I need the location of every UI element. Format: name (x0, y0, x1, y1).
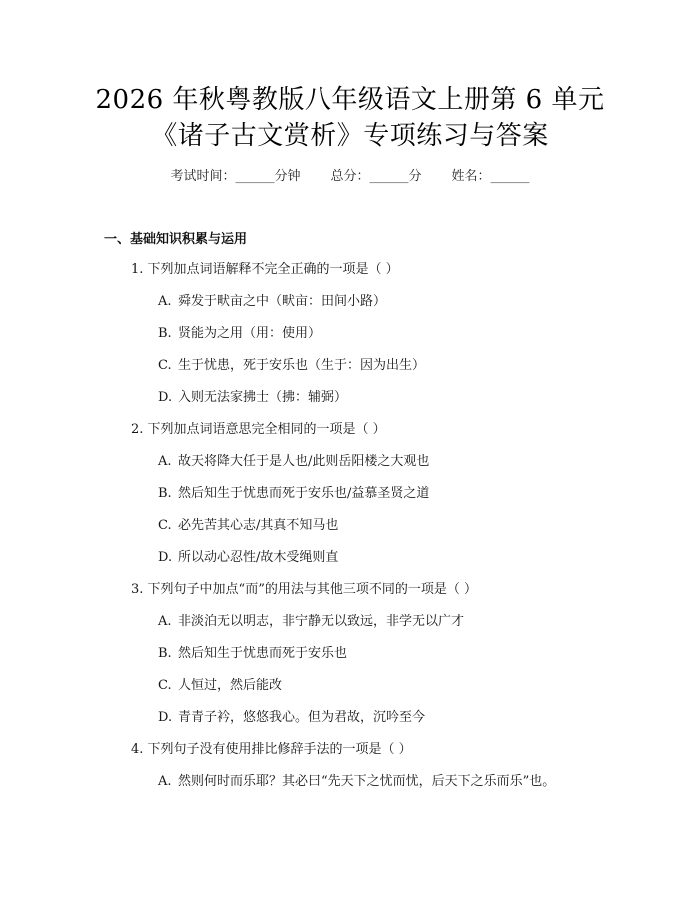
option-label: B. (158, 326, 172, 341)
option-text: 青青子衿，悠悠我心。但为君故，沉吟至今 (178, 710, 426, 725)
option-label: B. (158, 646, 172, 661)
question-1 (131, 261, 399, 279)
question-text: 下列加点词语解释不完全正确的一项是（ ） (147, 262, 399, 277)
exam-info-row (0, 168, 700, 186)
option-text: 必先苦其心志/其真不知马也 (178, 518, 339, 533)
option-text: 入则无法家拂士（拂：辅弼） (178, 390, 348, 405)
option-2a (158, 453, 429, 471)
question-number: 4. (131, 742, 144, 757)
section-heading: 一、基础知识积累与运用 (104, 232, 248, 247)
option-label: D. (158, 710, 173, 725)
option-label: A. (158, 614, 172, 629)
question-number: 3. (131, 582, 144, 597)
option-3c (158, 677, 282, 695)
option-1c (158, 357, 425, 375)
option-text: 非淡泊无以明志，非宁静无以致远，非学无以广才 (178, 614, 465, 629)
option-label: C. (158, 678, 172, 693)
option-label: C. (158, 518, 172, 533)
option-label: C. (158, 358, 172, 373)
option-label: B. (158, 486, 172, 501)
option-3d (158, 709, 425, 727)
option-label: A. (158, 294, 172, 309)
option-text: 故天将降大任于是人也/此则岳阳楼之大观也 (178, 454, 430, 469)
option-2b (158, 485, 429, 503)
option-text: 然则何时而乐耶？其必曰“先天下之忧而忧，后天下之乐而乐”也。 (178, 774, 556, 789)
option-text: 贤能为之用（用：使用） (178, 326, 322, 341)
question-text: 下列句子中加点“而”的用法与其他三项不同的一项是（ ） (147, 582, 477, 597)
option-1d (158, 389, 347, 407)
option-text: 舜发于畎亩之中（畎亩：田间小路） (178, 294, 387, 309)
option-text: 所以动心忍性/故木受绳则直 (178, 550, 339, 565)
question-4 (131, 741, 412, 759)
question-text: 下列句子没有使用排比修辞手法的一项是（ ） (147, 742, 412, 757)
question-text: 下列加点词语意思完全相同的一项是（ ） (147, 422, 386, 437)
option-1a (158, 293, 386, 311)
option-text: 然后知生于忧患而死于安乐也/益慕圣贤之道 (178, 486, 430, 501)
document-title-line-1: 2026 年秋粤教版八年级语文上册第 6 单元 (95, 85, 605, 115)
option-text: 人恒过，然后能改 (178, 678, 283, 693)
total-score-field: 总分：______分 (330, 169, 422, 184)
document-title-line-2: 《诸子古文赏析》专项练习与答案 (151, 121, 549, 151)
option-3a (158, 613, 464, 631)
option-text: 生于忧患，死于安乐也（生于：因为出生） (178, 358, 426, 373)
question-3 (131, 581, 477, 599)
option-2c (158, 517, 338, 535)
question-number: 1. (131, 262, 144, 277)
exam-time-field: 考试时间：______分钟 (170, 169, 301, 184)
question-number: 2. (131, 422, 144, 437)
option-2d (158, 549, 338, 567)
question-2 (131, 421, 386, 439)
option-label: A. (158, 454, 172, 469)
option-label: D. (158, 390, 173, 405)
option-label: D. (158, 550, 173, 565)
option-text: 然后知生于忧患而死于安乐也 (178, 646, 348, 661)
option-4a (158, 773, 555, 791)
student-name-field: 姓名：______ (451, 169, 530, 184)
option-1b (158, 325, 321, 343)
option-3b (158, 645, 347, 663)
option-label: A. (158, 774, 172, 789)
